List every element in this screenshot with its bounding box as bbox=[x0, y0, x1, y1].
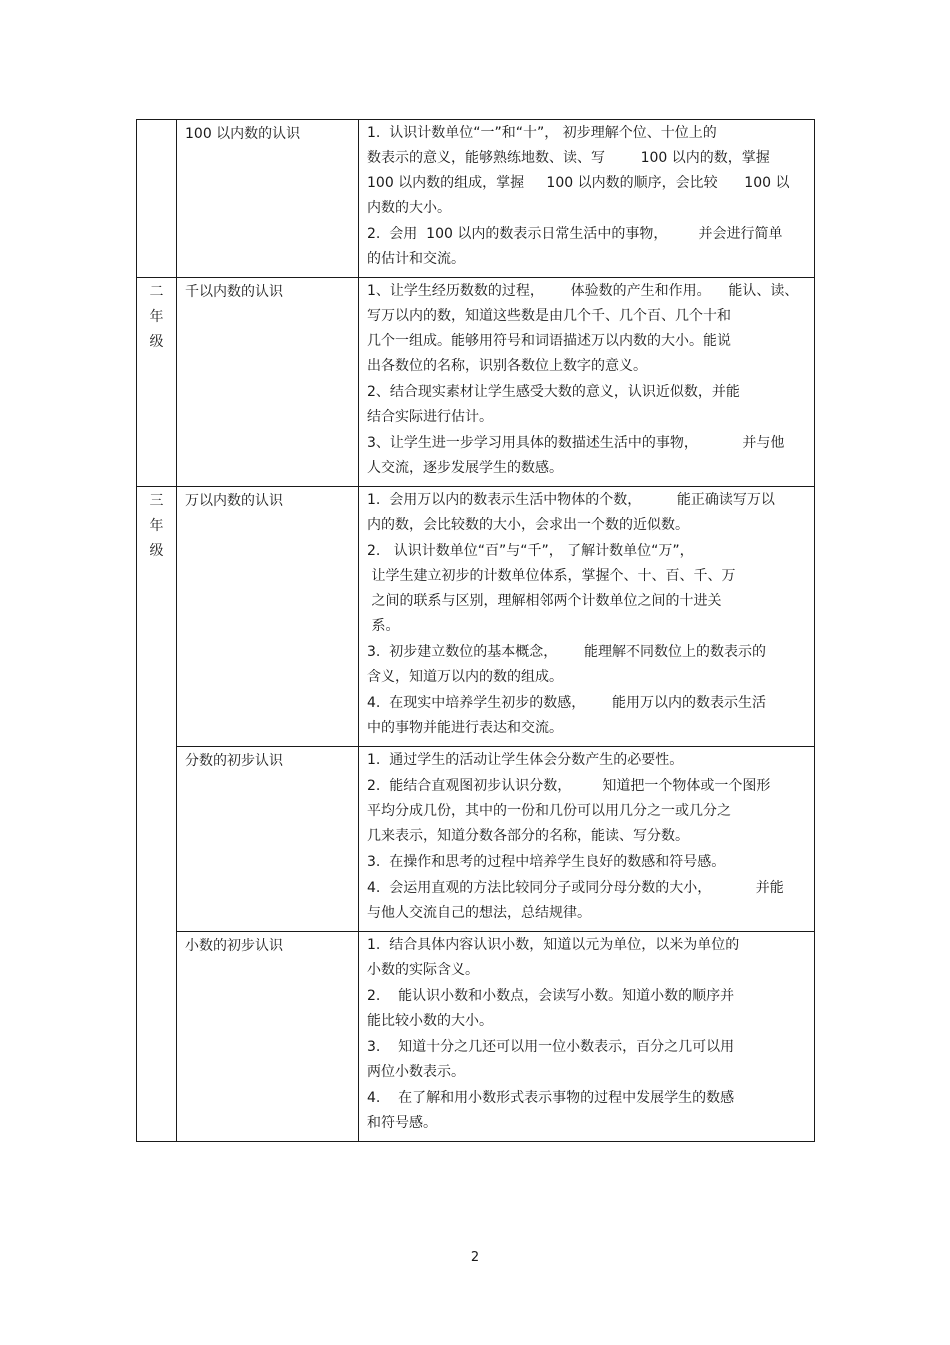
description-cell bbox=[359, 278, 815, 487]
description-line: 3. 知道十分之几还可以用一位小数表示，百分之几可以用 bbox=[367, 1039, 735, 1055]
description-line: 1、让学生经历数数的过程， 体验数的产生和作用。 能认、读、 bbox=[367, 283, 799, 299]
description-line: 几来表示，知道分数各部分的名称，能读、写分数。 bbox=[367, 828, 689, 844]
description-line: 出各数位的名称，识别各数位上数字的意义。 bbox=[367, 358, 647, 374]
description-item bbox=[367, 876, 806, 926]
description-line: 和符号感。 bbox=[367, 1115, 437, 1131]
description-line: 与他人交流自己的想法，总结规律。 bbox=[367, 905, 591, 921]
grade-char: 年 bbox=[149, 518, 164, 534]
description-item bbox=[367, 850, 806, 875]
description-item bbox=[367, 488, 806, 538]
description-line: 能比较小数的大小。 bbox=[367, 1013, 493, 1029]
table-row bbox=[137, 932, 815, 1142]
description-item bbox=[367, 380, 806, 430]
topic-cell: 万以内数的认识 bbox=[177, 487, 359, 747]
description-line: 1. 认识计数单位“一”和“十”， 初步理解个位、十位上的 bbox=[367, 125, 717, 141]
topic-cell: 分数的初步认识 bbox=[177, 747, 359, 932]
description-item bbox=[367, 1035, 806, 1085]
description-line: 2. 能结合直观图初步认识分数， 知道把一个物体或一个图形 bbox=[367, 778, 771, 794]
description-line: 1. 结合具体内容认识小数，知道以元为单位，以米为单位的 bbox=[367, 937, 740, 953]
grade-cell bbox=[137, 487, 177, 1142]
description-item bbox=[367, 222, 806, 272]
description-item bbox=[367, 539, 806, 639]
description-line: 1. 通过学生的活动让学生体会分数产生的必要性。 bbox=[367, 752, 684, 768]
description-line: 含义，知道万以内的数的组成。 bbox=[367, 669, 563, 685]
description-cell bbox=[359, 932, 815, 1142]
grade-char: 级 bbox=[149, 543, 164, 559]
description-line: 3. 初步建立数位的基本概念， 能理解不同数位上的数表示的 bbox=[367, 644, 766, 660]
description-item bbox=[367, 640, 806, 690]
description-line: 小数的实际含义。 bbox=[367, 962, 479, 978]
description-line: 1. 会用万以内的数表示生活中物体的个数， 能正确读写万以 bbox=[367, 492, 775, 508]
grade-cell bbox=[137, 278, 177, 487]
description-line: 4. 在现实中培养学生初步的数感， 能用万以内的数表示生活 bbox=[367, 695, 766, 711]
description-line: 系。 bbox=[367, 618, 400, 634]
description-line: 中的事物并能进行表达和交流。 bbox=[367, 720, 563, 736]
grade-char: 三 bbox=[149, 493, 164, 509]
description-line: 3、让学生进一步学习用具体的数描述生活中的事物， 并与他 bbox=[367, 435, 785, 451]
curriculum-table-body bbox=[137, 120, 815, 1142]
page-number: 2 bbox=[470, 1250, 480, 1265]
description-line: 3. 在操作和思考的过程中培养学生良好的数感和符号感。 bbox=[367, 854, 726, 870]
table-row bbox=[137, 747, 815, 932]
table-row bbox=[137, 278, 815, 487]
table-row bbox=[137, 487, 815, 747]
description-item bbox=[367, 748, 806, 773]
description-line: 2. 认识计数单位“百”与“千”， 了解计数单位“万”， bbox=[367, 543, 694, 559]
description-line: 2. 会用 100 以内的数表示日常生活中的事物， 并会进行简单 bbox=[367, 226, 783, 242]
grade-char: 级 bbox=[149, 334, 164, 350]
table-row bbox=[137, 120, 815, 278]
description-item bbox=[367, 984, 806, 1034]
topic-cell: 小数的初步认识 bbox=[177, 932, 359, 1142]
grade-char: 年 bbox=[149, 309, 164, 325]
description-line: 让学生建立初步的计数单位体系，掌握个、十、百、千、万 bbox=[367, 568, 736, 584]
description-item bbox=[367, 774, 806, 849]
description-line: 2. 能认识小数和小数点，会读写小数。知道小数的顺序并 bbox=[367, 988, 735, 1004]
description-line: 4. 会运用直观的方法比较同分子或同分母分数的大小， 并能 bbox=[367, 880, 784, 896]
grade-char: 二 bbox=[149, 284, 164, 300]
grade-cell bbox=[137, 120, 177, 278]
description-item bbox=[367, 121, 806, 221]
topic-cell: 100 以内数的认识 bbox=[177, 120, 359, 278]
description-line: 内数的大小。 bbox=[367, 200, 451, 216]
description-line: 写万以内的数，知道这些数是由几个千、几个百、几个十和 bbox=[367, 308, 731, 324]
description-line: 数表示的意义，能够熟练地数、读、写 100 以内的数，掌握 bbox=[367, 150, 770, 166]
description-line: 100 以内数的组成，掌握 100 以内数的顺序，会比较 100 以 bbox=[367, 175, 790, 191]
description-line: 结合实际进行估计。 bbox=[367, 409, 493, 425]
description-line: 的估计和交流。 bbox=[367, 251, 465, 267]
description-item bbox=[367, 691, 806, 741]
description-cell bbox=[359, 747, 815, 932]
description-line: 平均分成几份，其中的一份和几份可以用几分之一或几分之 bbox=[367, 803, 731, 819]
description-line: 几个一组成。能够用符号和词语描述万以内数的大小。能说 bbox=[367, 333, 731, 349]
description-item bbox=[367, 431, 806, 481]
description-cell bbox=[359, 487, 815, 747]
description-line: 4. 在了解和用小数形式表示事物的过程中发展学生的数感 bbox=[367, 1090, 735, 1106]
description-line: 两位小数表示。 bbox=[367, 1064, 465, 1080]
description-cell bbox=[359, 120, 815, 278]
description-item bbox=[367, 1086, 806, 1136]
description-line: 人交流，逐步发展学生的数感。 bbox=[367, 460, 563, 476]
description-item bbox=[367, 279, 806, 379]
description-item bbox=[367, 933, 806, 983]
topic-cell: 千以内数的认识 bbox=[177, 278, 359, 487]
description-line: 之间的联系与区别，理解相邻两个计数单位之间的十进关 bbox=[367, 593, 722, 609]
description-line: 内的数，会比较数的大小，会求出一个数的近似数。 bbox=[367, 517, 689, 533]
description-line: 2、结合现实素材让学生感受大数的意义，认识近似数，并能 bbox=[367, 384, 740, 400]
curriculum-table bbox=[136, 119, 815, 1142]
